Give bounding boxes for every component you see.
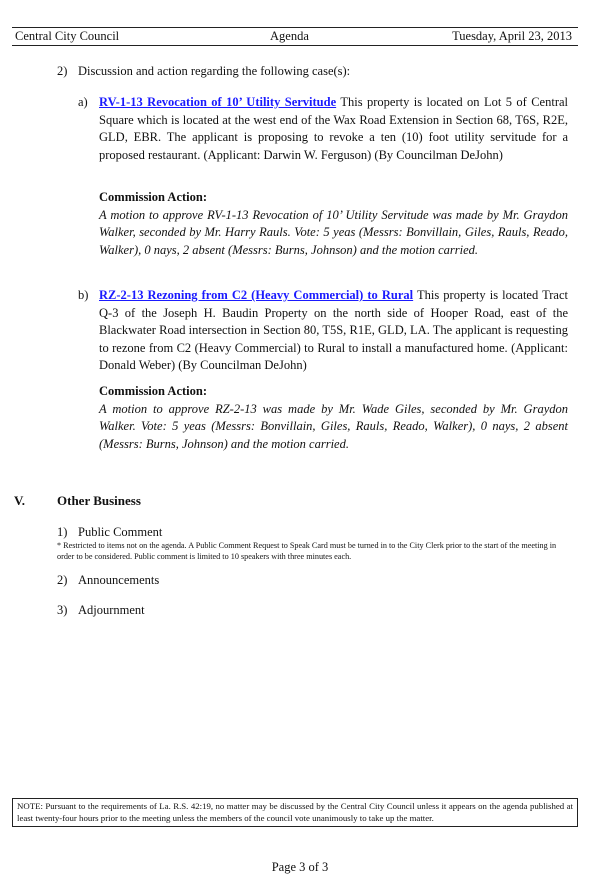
section-v-title: Other Business <box>57 493 141 508</box>
header-document-type: Agenda <box>270 29 309 43</box>
case-a-action-label: Commission Action: <box>99 190 207 204</box>
page-header <box>12 27 578 46</box>
header-date: Tuesday, April 23, 2013 <box>452 29 572 43</box>
case-a-link[interactable]: RV-1-13 Revocation of 10’ Utility Servitude <box>99 95 337 109</box>
announcements-label: Announcements <box>78 573 160 587</box>
adjournment-label: Adjournment <box>78 603 145 617</box>
case-a-action-text: A motion to approve RV-1-13 Revocation of 10’ Utility Servitude was made by Mr. Graydon Walker, seconded by Mr. Harry Rauls. Vote: 5 yeas (Messrs: Bonvillain, Giles, Rauls, Reado, Walker), 0 nays, 2 absent (Messrs: Burns, Johnson) and the motion carried. <box>99 207 568 257</box>
item-2-text: Discussion and action regarding the following case(s): <box>78 64 351 78</box>
public-comment-number: 1) <box>57 525 68 539</box>
case-b-action-label: Commission Action: <box>99 384 207 398</box>
case-b-commission-action <box>99 383 568 453</box>
case-a-paragraph <box>99 94 568 164</box>
public-comment-label: Public Comment <box>78 525 163 539</box>
case-b-paragraph <box>99 287 568 375</box>
item-2-number: 2) <box>57 64 68 78</box>
case-b-letter: b) <box>78 288 89 302</box>
legal-note-box: NOTE: Pursuant to the requirements of La. R.S. 42:19, no matter may be discussed by the Central City Council unless it appears on the agenda published at least twenty-four hours prior to the meeting unless the members of the council vote unanimously to take up the matter. <box>12 798 578 827</box>
case-b-description: This property is located Tract Q-3 of the Joseph H. Baudin Property on the north side of Hooper Road, east of the Blackwater Road intersection in Section 80, T5S, R1E, GLD, LA. The applicant is requesting to rezone from C2 (Heavy Commercial) to Rural to install a manufactured home. (Applicant: Donald Weber) (By Councilman DeJohn) <box>99 288 569 372</box>
public-comment-note: * Restricted to items not on the agenda. A Public Comment Request to Speak Card must be turned in to the City Clerk prior to the start of the meeting in order to be considered. Public comment is limited to 10 speakers with three minutes each. <box>57 541 557 561</box>
case-a-commission-action <box>99 189 568 259</box>
announcements-number: 2) <box>57 573 68 587</box>
case-b-link[interactable]: RZ-2-13 Rezoning from C2 (Heavy Commercial) to Rural <box>99 288 414 302</box>
case-a-description: This property is located on Lot 5 of Central Square which is located at the west end of the Wax Road Extension in Section 68, T6S, R2E, GLD, EBR. The applicant is proposing to revoke a ten (10) foot utility servitude for a proposed restaurant. (Applicant: Darwin W. Ferguson) (By Councilman DeJohn) <box>99 95 569 162</box>
section-v-number: V. <box>14 493 25 508</box>
case-b-action-text: A motion to approve RZ-2-13 was made by Mr. Wade Giles, seconded by Mr. Graydon Walker. Vote: 5 yeas (Messrs: Bonvillain, Giles, Rauls, Reado, Walker), 0 nays, 2 absent (Messrs: Burns, Johnson) and the motion carried. <box>99 401 568 451</box>
adjournment-number: 3) <box>57 603 68 617</box>
case-a-letter: a) <box>78 95 88 109</box>
page-number: Page 3 of 3 <box>271 860 329 874</box>
header-organization: Central City Council <box>15 29 120 43</box>
